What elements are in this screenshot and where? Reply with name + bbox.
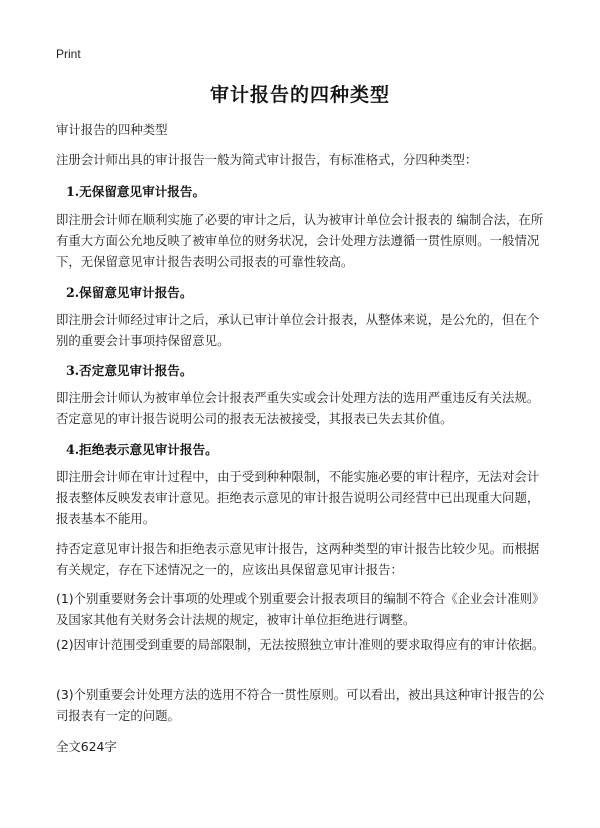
section-2-body: 即注册会计师经过审计之后，承认已审计单位会计报表，从整体来说，是公允的，但在个别的重要会计事项持保留意见。 [56, 312, 540, 348]
section-3-body: 即注册会计师认为被审单位会计报表严重失实或会计处理方法的选用严重违反有关法规。否定意见的审计报告说明公司的报表无法被接受，其报表已失去其价值。 [56, 390, 540, 426]
section-1-body: 即注册会计师在顺利实施了必要的审计之后，认为被审计单位会计报表的 编制合法，在所有重大方面公允地反映了被审单位的财务状况，会计处理方法遵循一贯性原则。一般情况下，无保留意见审计报告表明公司报表的可靠性较高。 [56, 212, 544, 269]
section-4-heading: 4.拒绝表示意见审计报告。 [66, 442, 218, 457]
note-paragraph: 持否定意见审计报告和拒绝表示意见审计报告，这两种类型的审计报告比较少见。而根据有关规定，存在下述情况之一的，应该出具保留意见审计报告： [56, 541, 540, 577]
intro-paragraph: 注册会计师出具的审计报告一般为简式审计报告，有标准格式，分四种类型： [56, 152, 478, 167]
section-2-heading: 2.保留意见审计报告。 [66, 285, 193, 300]
word-count: 全文624字 [56, 739, 117, 754]
document-title: 审计报告的四种类型 [209, 84, 390, 106]
list-item-3: (3)个别重要会计处理方法的选用不符合一贯性原则。可以看出，被出具这种审计报告的公司报表有一定的问题。 [56, 687, 545, 723]
section-1-heading: 1.无保留意见审计报告。 [66, 184, 206, 199]
section-4-body: 即注册会计师在审计过程中，由于受到种种限制，不能实施必要的审计程序，无法对会计报表整体反映发表审计意见。拒绝表示意见的审计报告说明公司经营中已出现重大问题，报表基本不能用。 [56, 469, 540, 526]
document-subtitle: 审计报告的四种类型 [56, 122, 168, 137]
print-label: Print [56, 47, 81, 61]
section-3-heading: 3.否定意见审计报告。 [66, 363, 193, 378]
list-item-2: (2)因审计范围受到重要的局部限制，无法按照独立审计准则的要求取得应有的审计依据。 [56, 637, 545, 652]
list-item-1: (1)个别重要财务会计事项的处理或个别重要会计报表项目的编制不符合《企业会计准则》及国家其他有关财务会计法规的规定，被审计单位拒绝进行调整。 [56, 591, 545, 627]
